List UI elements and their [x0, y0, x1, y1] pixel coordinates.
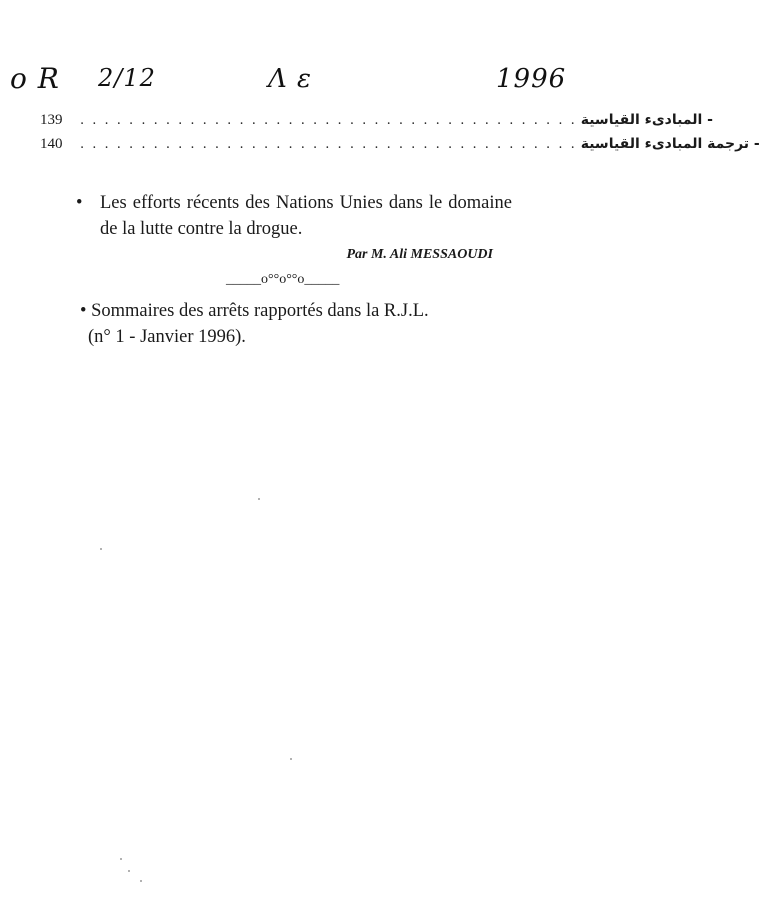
handwritten-year: 1996 — [496, 64, 567, 94]
article-title: Les efforts récents des Nations Unies dans le domaine de la lutte contre la drogue. — [100, 193, 512, 239]
summaries-entry — [80, 298, 520, 350]
scan-speck — [140, 880, 142, 882]
toc-page-number: 139 — [40, 112, 63, 128]
scan-speck — [258, 498, 260, 500]
handwritten-reference: 2/12 — [98, 64, 156, 92]
toc-entry — [40, 112, 713, 134]
article-entry — [76, 190, 512, 242]
toc-leader-dots: . . . . . . . . . . . . . . . . . . . . . . . . . . . . . . . . . . . . . . . . . — [80, 137, 577, 152]
toc-title: - المبادىء القياسية — [580, 112, 713, 128]
section-separator: _____o°°o°°o_____ — [226, 272, 340, 287]
scan-speck — [290, 758, 292, 760]
summaries-issue: (n° 1 - Janvier 1996). — [88, 327, 246, 347]
toc-page-number: 140 — [40, 136, 63, 152]
handwritten-mark: Λ ε — [268, 64, 312, 94]
handwritten-ok-mark: o R — [10, 62, 60, 95]
toc-title: - ترجمة المبادىء القياسية — [580, 136, 760, 152]
bullet-icon: • — [76, 193, 83, 213]
article-author: Par M. Ali MESSAOUDI — [346, 247, 493, 262]
toc-leader-dots: . . . . . . . . . . . . . . . . . . . . . . . . . . . . . . . . . . . . . . . . . — [80, 113, 577, 128]
scan-speck — [100, 548, 102, 550]
summaries-title: • Sommaires des arrêts rapportés dans la R.J.L. — [80, 301, 429, 321]
scan-speck — [120, 858, 122, 860]
toc-entry — [40, 136, 760, 158]
scan-speck — [128, 870, 130, 872]
